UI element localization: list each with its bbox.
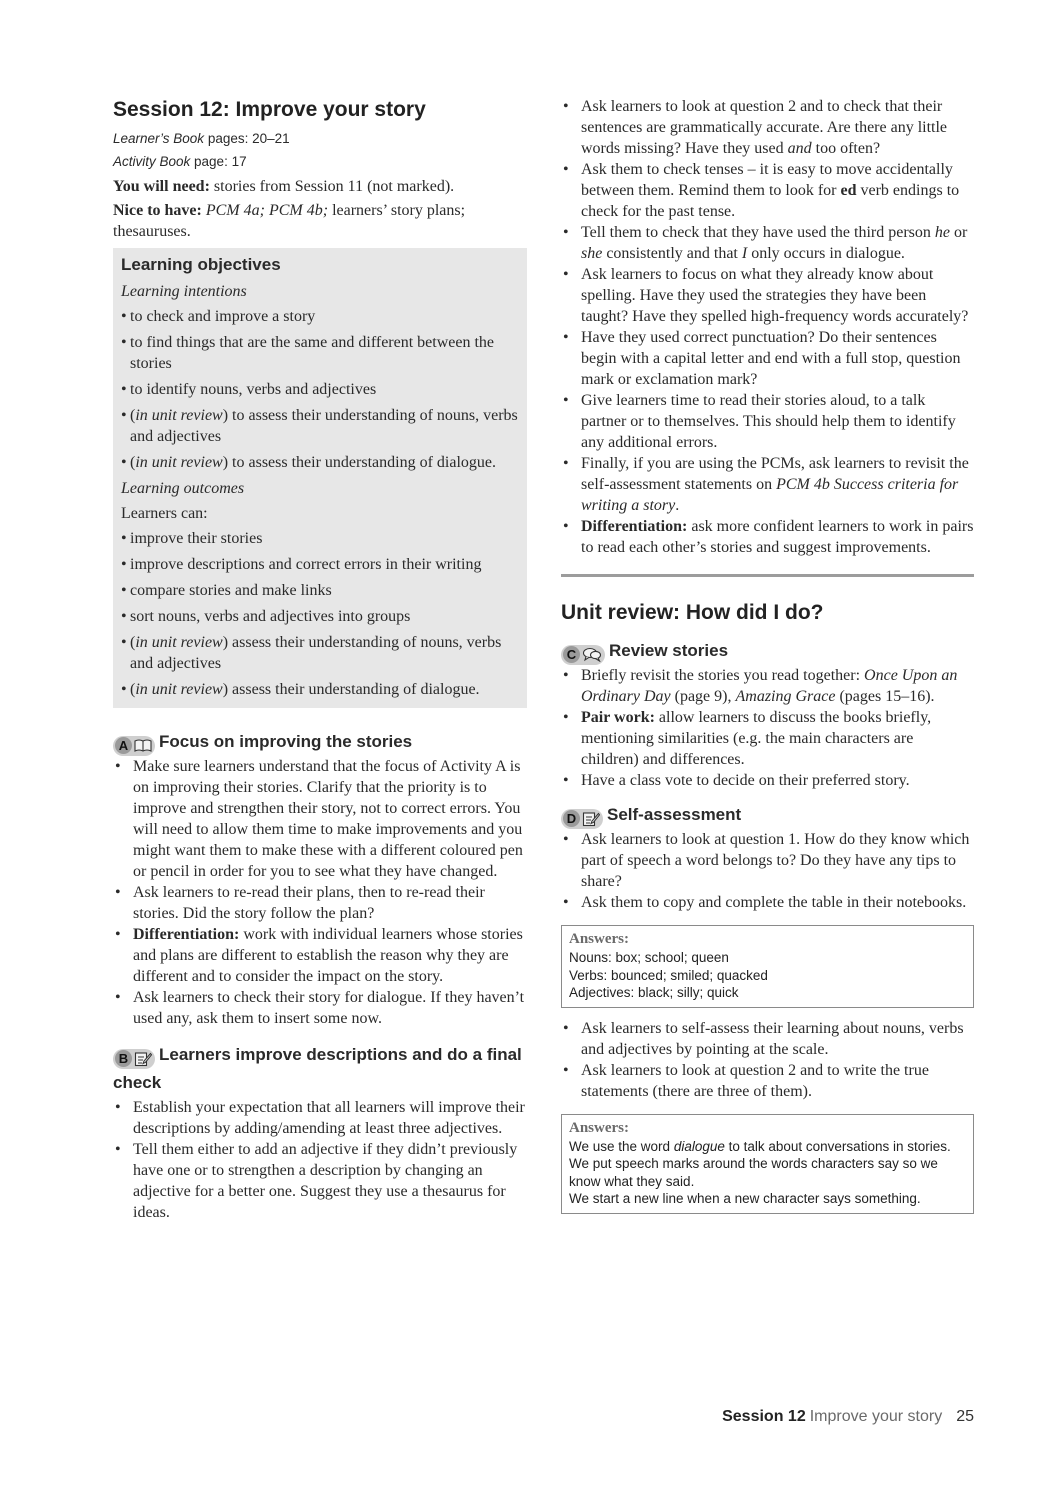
list-item: • Ask learners to self-assess their learning about nouns, verbs and adjectives by pointing at the scale. [561,1018,974,1060]
activity-b-badge [113,1049,155,1069]
answer-line: Verbs: bounced; smiled; quacked [569,967,768,983]
activity-a-title: Focus on improving the stories [159,732,413,751]
activity-b-continued-list [561,96,974,558]
learning-outcomes-intro: Learners can: [121,505,208,522]
speech-bubbles-icon [582,647,602,662]
list-item: • (in unit review) assess their understanding of dialogue. [121,679,519,700]
you-will-need: You will need: stories from Session 11 (not marked). [113,178,455,195]
activity-b-heading [113,1041,527,1097]
list-item: • Ask them to copy and complete the table in their notebooks. [561,892,974,913]
nice-to-have: Nice to have: PCM 4a; PCM 4b; learners’ story plans; thesauruses. [113,202,466,240]
left-column [113,96,527,1223]
activity-c-list [561,665,974,791]
learning-objectives-box [113,248,527,708]
activity-d-list [561,829,974,913]
list-item: • Ask learners to look at question 2 and to write the true statements (there are three of them). [561,1060,974,1102]
list-item: • Ask learners to re-read their plans, then to re-read their stories. Did the story follow the plan? [113,882,527,924]
answer-line: Nouns: box; school; queen [569,950,729,965]
activity-letter: A [115,737,132,754]
learning-intentions-label: Learning intentions [121,283,247,300]
answers-box-1 [561,925,974,1008]
list-item: • Pair work: allow learners to discuss the books briefly, mentioning similarities (e.g. the main characters are children) and differences. [561,707,974,770]
list-item: • Briefly revisit the stories you read together: Once Upon an Ordinary Day (page 9), Amazing Grace (pages 15–16). [561,665,974,707]
activity-book-page: Activity Book page: 17 [113,154,247,169]
learning-outcomes-label: Learning outcomes [121,480,245,497]
activity-a-heading [113,728,527,756]
list-item: • Ask learners to check their story for dialogue. If they haven’t used any, ask them to insert some now. [113,987,527,1029]
answer-line: Adjectives: black; silly; quick [569,985,739,1000]
footer-session: Session 12 [722,1408,806,1425]
list-item: • improve their stories [121,528,519,549]
list-item: • Differentiation: ask more confident learners to work in pairs to read each other’s stories and suggest improvements. [561,516,974,558]
answer-line: We put speech marks around the words characters say so we know what they said. [569,1156,938,1189]
list-item: • Ask learners to look at question 2 and to check that their sentences are grammatically accurate. Are there any little words missing? Have they used and too often? [561,96,974,159]
pencil-notebook-icon [582,811,600,827]
activity-b-title: Learners improve descriptions and do a final check [113,1045,522,1092]
page-footer [722,1406,974,1428]
list-item: • Differentiation: work with individual learners whose stories and plans are different to establish the reason why they are different and to consider the impact on the story. [113,924,527,987]
page-number: 25 [956,1408,974,1425]
answers-label: Answers: [569,1119,629,1136]
activity-a-badge [113,736,155,756]
footer-title: Improve your story [809,1408,943,1425]
list-item: • Give learners time to read their stories aloud, to a talk partner or to themselves. This should help them to identify any additional errors. [561,390,974,453]
list-item: • Have a class vote to decide on their preferred story. [561,770,974,791]
list-item: • (in unit review) assess their understanding of nouns, verbs and adjectives [121,632,519,674]
answer-line: We use the word dialogue to talk about conversations in stories. [569,1138,951,1154]
activity-c-heading [561,637,974,665]
activity-d-title: Self-assessment [607,805,742,824]
list-item: • Tell them either to add an adjective if they didn’t previously have one or to strengthen a description by changing an adjective for a better one. Suggest they use a thesaurus for ideas. [113,1139,527,1223]
activity-d-list-continued [561,1018,974,1102]
unit-review-title: Unit review: How did I do? [561,601,824,624]
learners-book-pages: Learner’s Book pages: 20–21 [113,131,290,146]
list-item: • Ask them to check tenses – it is easy to move accidentally between them. Remind them to look for ed verb endings to check for the past tense. [561,159,974,222]
right-column [561,96,974,1224]
list-item: • Establish your expectation that all learners will improve their descriptions by adding/amending at least three adjectives. [113,1097,527,1139]
pencil-notebook-icon [134,1051,152,1067]
list-item: • to check and improve a story [121,306,519,327]
list-item: • sort nouns, verbs and adjectives into groups [121,606,519,627]
answers-label: Answers: [569,931,629,947]
learning-objectives-title: Learning objectives [121,255,281,274]
activity-letter: C [563,646,580,663]
activity-c-badge [561,645,605,665]
open-book-icon [134,739,152,753]
learning-intentions-list [121,306,519,473]
list-item: • Make sure learners understand that the focus of Activity A is on improving their stories. Clarify that the priority is to improve and strengthen their story, not to correct errors. You will need to allow them time to make improvements and you might want them to make these with a different coloured pen or pencil in order for you to see what they have changed. [113,756,527,882]
section-divider [561,574,974,577]
answer-line: We start a new line when a new character says something. [569,1191,921,1206]
activity-a-list [113,756,527,1029]
list-item: • Ask learners to focus on what they already know about spelling. Have they used the strategies they have been taught? Have they spelled high-frequency words accurately? [561,264,974,327]
list-item: • Have they used correct punctuation? Do their sentences begin with a capital letter and end with a full stop, question mark or exclamation mark? [561,327,974,390]
list-item: • Finally, if you are using the PCMs, ask learners to revisit the self-assessment statements on PCM 4b Success criteria for writing a story. [561,453,974,516]
list-item: • to identify nouns, verbs and adjectives [121,379,519,400]
activity-d-heading [561,801,974,829]
list-item: • (in unit review) to assess their understanding of dialogue. [121,452,519,473]
list-item: • Tell them to check that they have used the third person he or she consistently and that I only occurs in dialogue. [561,222,974,264]
list-item: • compare stories and make links [121,580,519,601]
list-item: • to find things that are the same and different between the stories [121,332,519,374]
activity-b-list [113,1097,527,1223]
session-title: Session 12: Improve your story [113,98,426,121]
answers-box-2 [561,1114,974,1214]
learning-outcomes-list [121,528,519,700]
activity-letter: B [115,1050,132,1067]
activity-c-title: Review stories [609,641,729,660]
list-item: • (in unit review) to assess their understanding of nouns, verbs and adjectives [121,405,519,447]
activity-d-badge [561,809,603,829]
activity-letter: D [563,810,580,827]
list-item: • Ask learners to look at question 1. How do they know which part of speech a word belongs to? Do they have any tips to share? [561,829,974,892]
list-item: • improve descriptions and correct errors in their writing [121,554,519,575]
